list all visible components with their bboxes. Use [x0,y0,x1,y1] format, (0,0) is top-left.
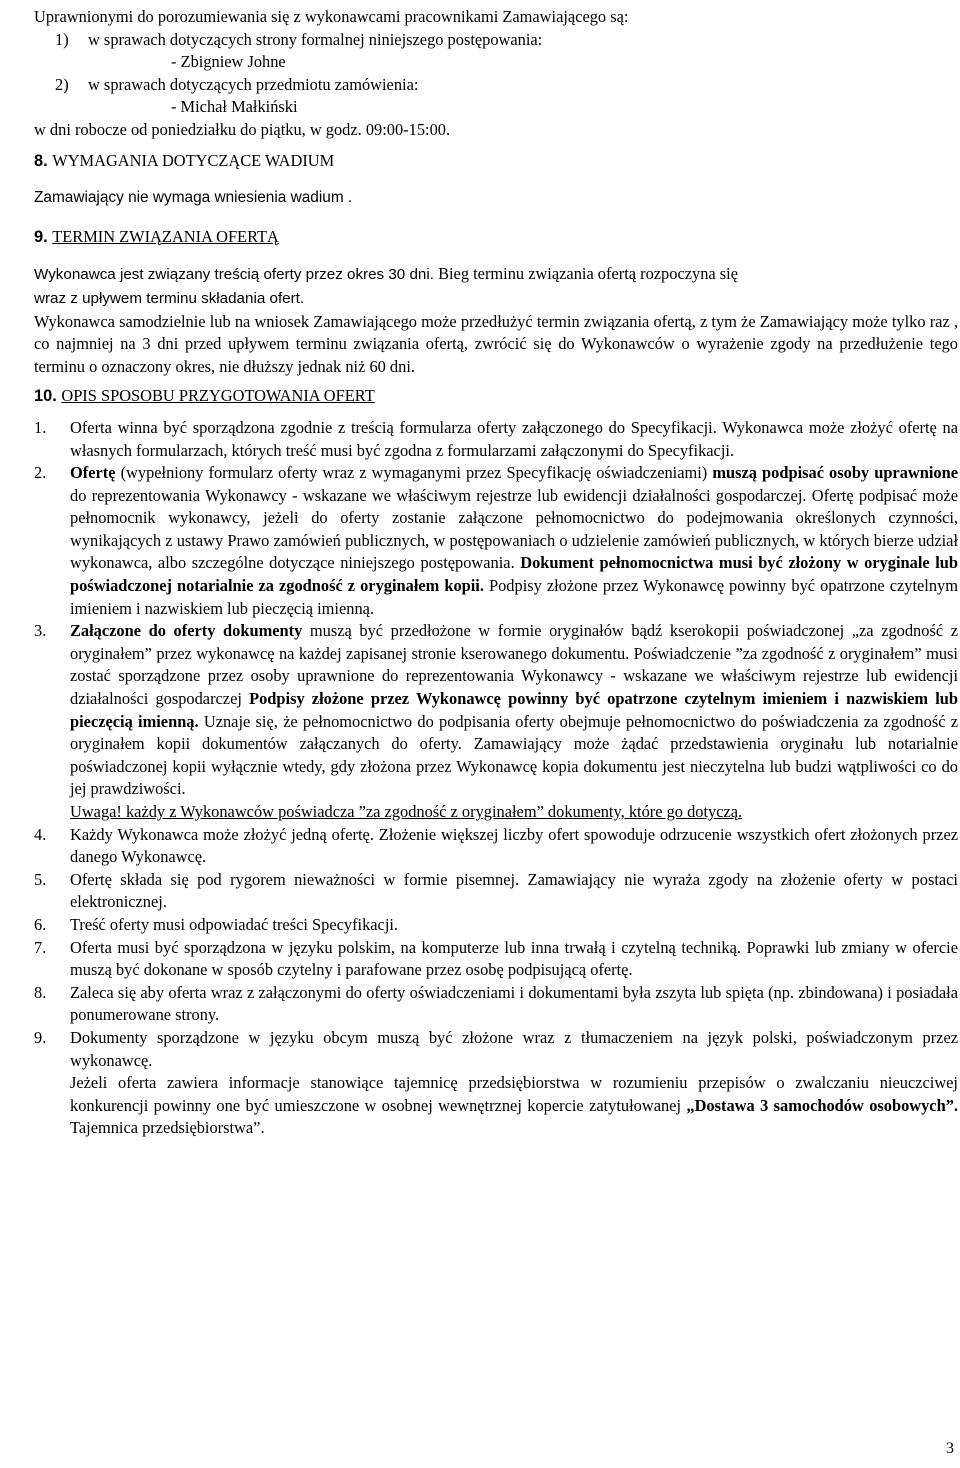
list-item [34,982,958,1027]
document-page [34,6,958,1140]
bold-text: „Dostawa 3 samochodów osobowych”. [686,1095,958,1115]
section-8-text: Zamawiający nie wymaga wniesienia wadium . [34,189,353,207]
text-run: (wypełniony formularz oferty wraz z wymaganymi przez Specyfikację oświadczeniami) [115,463,713,483]
section-9-p1-a: Wykonawca jest związany treścią oferty przez okres 30 dni. [34,266,434,284]
intro-item-1-text: w sprawach dotyczących strony formalnej niniejszego postępowania: [88,29,543,49]
section-9-paragraph-2: Wykonawca samodzielnie lub na wniosek Zamawiającego może przedłużyć termin związania ofertą, z tym że Zamawiający może tylko raz , co najmniej na 3 dni przed upływem terminu związania ofertą, zwrócić się do Wykonawców o wyrażenie zgody na przedłużenie tego terminu o oznaczony okres, nie dłuższy jednak niż 60 dni. [34,311,958,376]
bold-text: Podpisy złożone przez Wykonawcę powinny być opatrzone czytelnym imieniem i nazwiskiem lub pieczęcią imienną. [70,689,958,731]
section-10-title: OPIS SPOSOBU PRZYGOTOWANIA OFERT [61,386,375,406]
list-item-number: 1. [34,417,47,437]
section-9-title: TERMIN ZWIĄZANIA OFERTĄ [52,226,279,246]
section-10-heading [34,385,958,408]
list-item-text [70,1027,958,1140]
list-item [34,914,958,937]
intro-item-1-person: - Zbigniew Johne [171,52,286,72]
text-run: Tajemnica przedsiębiorstwa”. [70,1118,265,1138]
section-8-title: WYMAGANIA DOTYCZĄCE WADIUM [52,150,335,170]
intro-item-1-number: 1) [55,29,69,49]
page-number: 3 [946,1440,954,1457]
text-run: Uznaje się, że pełnomocnictwo do podpisania oferty obejmuje pełnomocnictwo do poświadczenia za zgodność z oryginałem kopii dokumentów załączanych do oferty. Zamawiający może żądać przedstawienia oryginału lub notarialnie poświadczonej kopii wyłącznie wtedy, gdy złożona przez Wykonawcę kopia dokumentu jest nieczytelna lub budzi wątpliwości co do jej prawdziwości. [70,711,958,799]
list-item-text: Oferta musi być sporządzona w języku polskim, na komputerze lub inna trwałą i czytelną techniką. Poprawki lub zmiany w ofercie muszą być dokonane w sposób czytelny i parafowane przez osobę podpisującą ofertę. [70,937,958,980]
intro-item-2 [34,74,958,97]
list-item-number: 9. [34,1027,47,1047]
list-item [34,417,958,462]
section-9-p1-c: wraz z upływem terminu składania ofert. [34,289,305,307]
list-item-number: 3. [34,621,47,641]
bold-text: muszą podpisać osoby uprawnione [712,463,958,483]
list-item-text: Oferta winna być sporządzona zgodnie z treścią formularza oferty załączonego do Specyfikacji. Wykonawca może złożyć ofertę na własnych formularzach, których treść musi być zgodna z formularzami załączonymi do Specyfikacji. [70,417,958,460]
list-item-text [70,620,958,823]
text-run: Podpisy złożone przez Wykonawcę powinny być opatrzone czytelnym imieniem i nazwiskiem lub pieczęcią imienną. [70,576,959,618]
list-item [34,1027,958,1140]
section-9-paragraph-1 [34,263,958,310]
list-item-number: 6. [34,914,47,934]
list-item [34,937,958,982]
list-item-text: Każdy Wykonawca może złożyć jedną ofertę. Złożenie większej liczby ofert spowoduje odrzucenie wszystkich ofert złożonych przez danego Wykonawcę. [70,824,958,867]
intro-item-1 [34,29,958,52]
section-8-heading [34,150,958,173]
list-item-text: Ofertę składa się pod rygorem nieważności w formie pisemnej. Zamawiający nie wyraża zgody na złożenie oferty w postaci elektronicznej. [70,869,958,912]
section-8-number: 8. [34,151,48,170]
list-item [34,824,958,869]
list-item [34,869,958,914]
list-item-number: 7. [34,937,47,957]
list-item-number: 2. [34,463,47,483]
section-9-p1-b: Bieg terminu związania ofertą rozpoczyna się [433,264,738,284]
text-run: do reprezentowania Wykonawcy - wskazane we właściwym rejestrze lub ewidencji działalności gospodarczej. Ofertę podpisać może pełnomocnik wykonawcy, jeżeli do oferty zostanie załączone pełnomocnictwo do podejmowania określonych czynności, wynikających z ustawy Prawo zamówień publicznych, w postępowaniach o udzielenie zamówień publicznych, w których bierze udział wykonawca, albo szczególne dotyczące niniejszego postępowania. [70,485,958,573]
text-run: Dokumenty sporządzone w języku obcym muszą być złożone wraz z tłumaczeniem na język polski, poświadczonym przez wykonawcę. [70,1027,958,1070]
intro-item-2-number: 2) [55,74,69,94]
list-item-text: Treść oferty musi odpowiadać treści Specyfikacji. [70,914,399,934]
list-item-number: 8. [34,982,47,1002]
section-10-number: 10. [34,387,57,406]
text-run: Jeżeli oferta zawiera informacje stanowiące tajemnicę przedsiębiorstwa w rozumieniu przepisów o zwalczaniu nieuczciwej konkurencji powinny one być umieszczone w osobnej wewnętrznej kopercie zatytułowanej [70,1073,958,1115]
section-10-list [34,417,958,1140]
list-item [34,462,958,620]
list-item [34,620,958,823]
intro-line: Uprawnionymi do porozumiewania się z wykonawcami pracownikami Zamawiającego są: [34,7,629,26]
intro-item-2-text: w sprawach dotyczących przedmiotu zamówienia: [88,74,419,94]
office-hours: w dni robocze od poniedziałku do piątku, w godz. 09:00-15:00. [34,119,451,139]
section-9-number: 9. [34,227,48,246]
list-item-text [70,462,958,620]
bold-text: Dokument pełnomocnictwa musi być złożony w oryginale lub poświadczonej notarialnie za zgodność z oryginałem kopii. [70,553,958,596]
note-text: Uwaga! każdy z Wykonawców poświadcza ”za zgodność z oryginałem” dokumenty, które go dotyczą. [70,802,743,821]
bold-text: Ofertę [70,463,116,483]
bold-text: Załączone do oferty dokumenty [70,621,303,641]
intro-item-2-person: - Michał Małkiński [171,97,298,117]
list-item-number: 5. [34,869,47,889]
text-run: muszą być przedłożone w formie oryginałów bądź kserokopii poświadczonej „za zgodność z oryginałem” przez wykonawcę na każdej zapisanej stronie kserowanego dokumentu. Poświadczenie ”za zgodność z oryginałem” musi zostać sporządzone przez osoby uprawnione do reprezentowania Wykonawcy - wskazane we właściwym rejestrze lub ewidencji działalności gospodarczej [70,621,958,709]
section-9-heading [34,226,958,249]
list-item-text: Zaleca się aby oferta wraz z załączonymi do oferty oświadczeniami i dokumentami była zszyta lub spięta (np. zbindowana) i posiadała ponumerowane strony. [70,982,958,1025]
list-item-number: 4. [34,824,47,844]
